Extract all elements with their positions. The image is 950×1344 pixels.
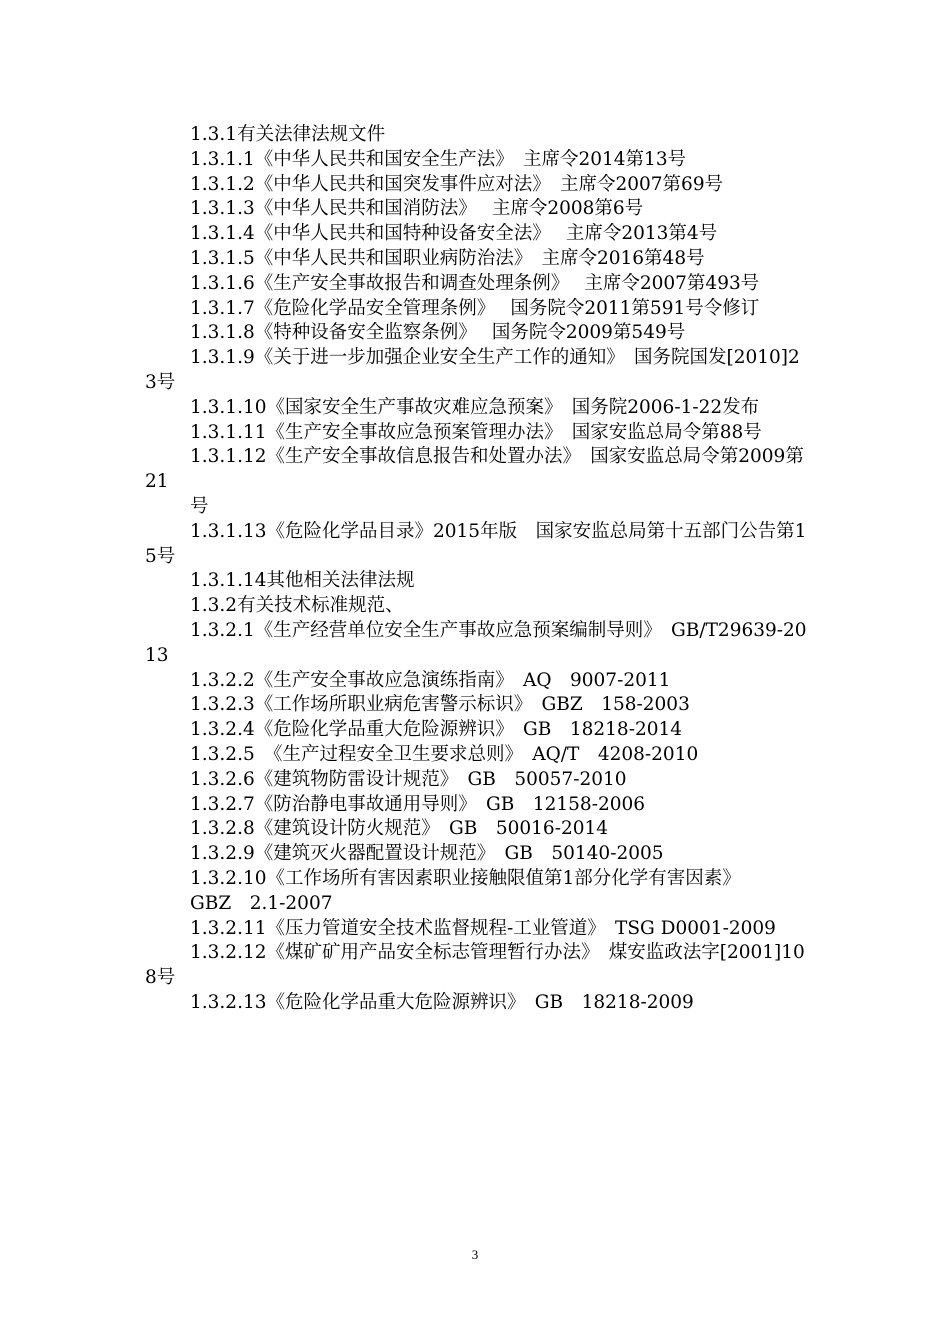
paragraph: GBZ 2.1-2007: [190, 892, 333, 914]
paragraph: 1.3.2.9《建筑灭火器配置设计规范》 GB 50140-2005: [190, 843, 664, 865]
paragraph: 1.3.1.7《危险化学品安全管理条例》 国务院令2011第591号令修订: [190, 297, 760, 319]
paragraph: 1.3.1.2《中华人民共和国突发事件应对法》 主席令2007第69号: [190, 173, 724, 195]
paragraph: 1.3.1.6《生产安全事故报告和调查处理条例》 主席令2007第493号: [190, 272, 760, 294]
paragraph: 1.3.1.8《特种设备安全监察条例》 国务院令2009第549号: [190, 322, 686, 344]
paragraph: 1.3.1.4《中华人民共和国特种设备安全法》 主席令2013第4号: [190, 223, 718, 245]
paragraph: 1.3.2.6《建筑物防雷设计规范》 GB 50057-2010: [190, 768, 627, 790]
paragraph: 1.3.1.10《国家安全生产事故灾难应急预案》 国务院2006-1-22发布: [190, 396, 760, 418]
paragraph: 1.3.2.1《生产经营单位安全生产事故应急预案编制导则》 GB/T29639-2013: [145, 619, 807, 666]
paragraph: 1.3.1.11《生产安全事故应急预案管理办法》 国家安监总局令第88号: [190, 421, 762, 443]
paragraph: 1.3.1.12《生产安全事故信息报告和处置办法》 国家安监总局令第2009第21: [145, 446, 804, 493]
page-number: 3: [471, 1247, 479, 1262]
paragraph: 1.3.2.4《危险化学品重大危险源辨识》 GB 18218-2014: [190, 719, 683, 741]
paragraph: 1.3.1.13《危险化学品目录》2015年版 国家安监总局第十五部门公告第15号: [145, 520, 807, 567]
paragraph: 1.3.1.1《中华人民共和国安全生产法》 主席令2014第13号: [190, 148, 687, 170]
paragraph: 1.3.2.11《压力管道安全技术监督规程-工业管道》 TSG D0001-2009: [190, 917, 776, 939]
paragraph: 1.3.1有关法律法规文件: [190, 124, 386, 145]
paragraph: 1.3.2.5 《生产过程安全卫生要求总则》 AQ/T 4208-2010: [190, 743, 699, 765]
paragraph: 1.3.2.7《防治静电事故通用导则》 GB 12158-2006: [190, 793, 646, 815]
paragraph: 1.3.2.8《建筑设计防火规范》 GB 50016-2014: [190, 818, 609, 840]
paragraph: 1.3.1.14其他相关法律法规: [190, 570, 415, 592]
paragraph: 1.3.1.5《中华人民共和国职业病防治法》 主席令2016第48号: [190, 247, 705, 269]
paragraph: 1.3.2.13《危险化学品重大危险源辨识》 GB 18218-2009: [190, 991, 694, 1013]
paragraph: 1.3.1.3《中华人民共和国消防法》 主席令2008第6号: [190, 198, 644, 220]
paragraph: 1.3.2.2《生产安全事故应急演练指南》 AQ 9007-2011: [190, 669, 671, 691]
paragraph: 1.3.2有关技术标准规范、: [190, 595, 404, 617]
paragraph: 1.3.1.9《关于进一步加强企业安全生产工作的通知》 国务院国发[2010]23号: [145, 347, 800, 393]
paragraph: 1.3.2.10《工作场所有害因素职业接触限值第1部分化学有害因素》: [190, 867, 741, 889]
paragraph: 号: [190, 495, 209, 517]
paragraph: 1.3.2.3《工作场所职业病危害警示标识》 GBZ 158-2003: [190, 694, 690, 716]
document-body: [145, 123, 810, 1016]
paragraph: 1.3.2.12《煤矿矿用产品安全标志管理暂行办法》 煤安监政法字[2001]108号: [145, 942, 805, 989]
